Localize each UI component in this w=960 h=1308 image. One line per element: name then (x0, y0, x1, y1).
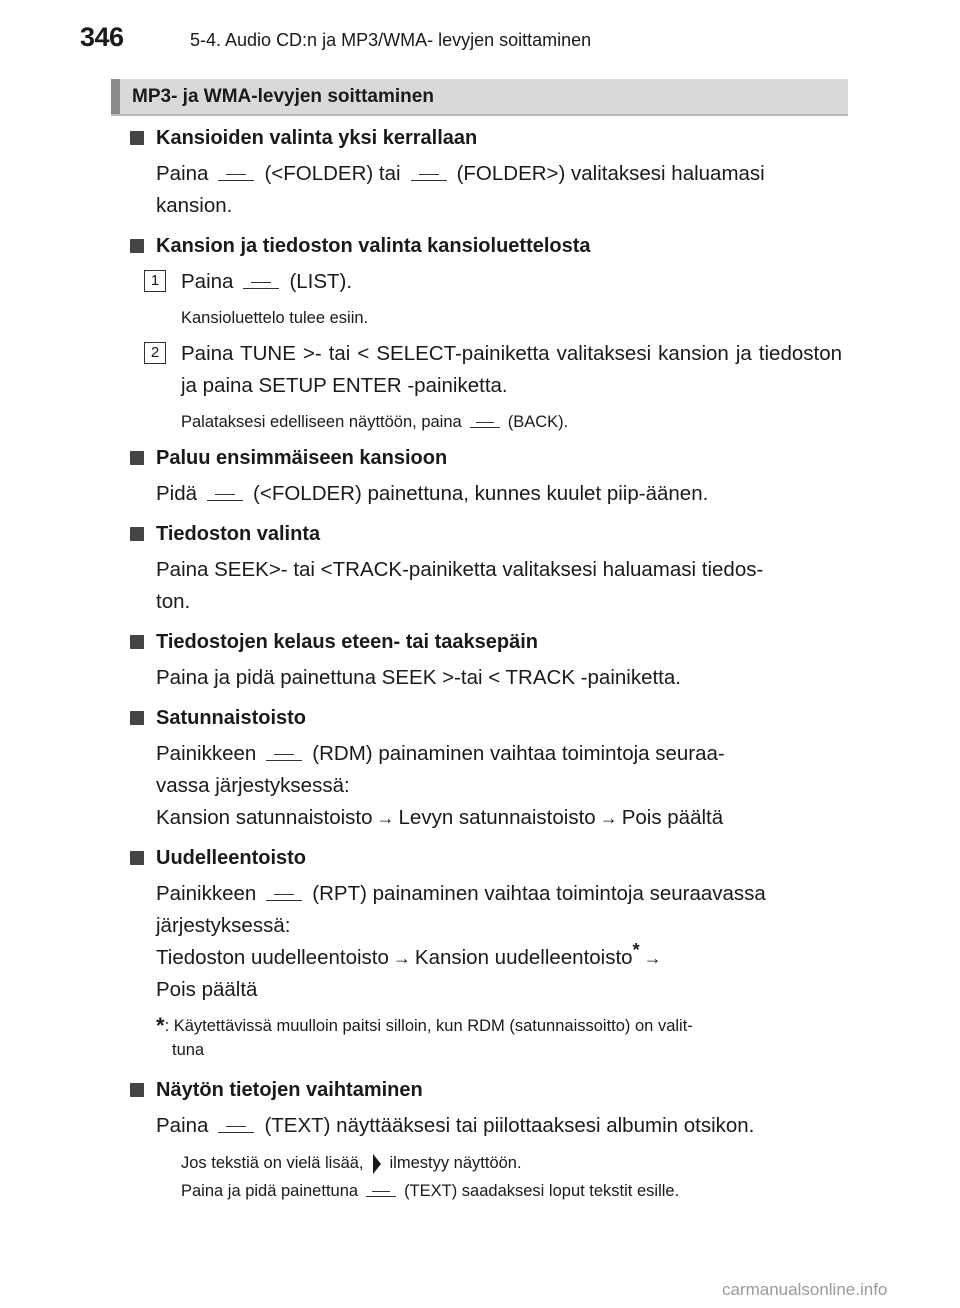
arrow-right-icon: → (392, 948, 411, 968)
folder-back-button-icon (207, 488, 243, 501)
note-text: Paina ja pidä painettuna (181, 1182, 359, 1200)
text-button-icon (366, 1186, 396, 1197)
body-text: Painikkeen (156, 742, 257, 765)
step-text: Paina TUNE >- tai < SELECT-painiketta valitaksesi kansion ja tiedoston ja paina SETUP ENTER -painiketta. (181, 342, 842, 397)
step-note: Kansioluettelo tulee esiin. (181, 309, 369, 327)
body-text: (FOLDER>) valitaksesi haluamasi (456, 162, 765, 185)
topic-heading: Tiedostojen kelaus eteen- tai taaksepäin (156, 630, 538, 653)
body-text: Painikkeen (156, 882, 257, 905)
footnote-text: : Käytettävissä muulloin paitsi silloin, kun RDM (satunnaissoitto) on valit- (164, 1017, 693, 1035)
square-bullet-icon (130, 851, 144, 865)
step-number: 1 (144, 270, 166, 292)
footnote-text: tuna (172, 1041, 205, 1059)
footnote-marker: * (632, 940, 640, 961)
step-text: Paina (181, 270, 234, 293)
body-text: Paina (156, 1114, 209, 1137)
list-button-icon (243, 276, 279, 289)
step-2 (144, 338, 842, 402)
sequence-item: Pois päältä (621, 806, 724, 829)
sequence-item: Kansion uudelleentoisto (414, 946, 633, 969)
back-button-icon (470, 417, 500, 428)
topic-display (128, 1076, 842, 1204)
topic-file-select (128, 520, 842, 618)
topic-heading: Näytön tietojen vaihtaminen (156, 1078, 423, 1101)
body-text: Paina ja pidä painettuna SEEK >-tai < TRACK -painiketta. (156, 666, 681, 689)
step-note: Palataksesi edelliseen näyttöön, paina (181, 413, 462, 431)
more-text-arrow-icon (372, 1153, 382, 1175)
topic-random (128, 704, 842, 834)
rdm-button-icon (266, 748, 302, 761)
folder-back-button-icon (218, 168, 254, 181)
page-number: 346 (80, 22, 124, 52)
body-text: Pidä (156, 482, 198, 505)
topic-heading: Kansion ja tiedoston valinta kansioluettelosta (156, 234, 591, 257)
step-note: (BACK). (507, 413, 569, 431)
topic-repeat (128, 844, 842, 1062)
square-bullet-icon (130, 239, 144, 253)
step-text: (LIST). (289, 270, 353, 293)
section-title: MP3- ja WMA-levyjen soittaminen (132, 86, 434, 107)
body-text: (RDM) painaminen vaihtaa toimintoja seuraa- (312, 742, 725, 765)
main-content (128, 118, 842, 1204)
body-text: ton. (156, 590, 191, 613)
sequence-line (156, 942, 842, 974)
body-text: (TEXT) näyttääksesi tai piilottaaksesi albumin otsikon. (264, 1114, 755, 1137)
body-text: (<FOLDER) tai (264, 162, 401, 185)
running-header: 5-4. Audio CD:n ja MP3/WMA- levyjen soittaminen (190, 30, 592, 50)
square-bullet-icon (130, 635, 144, 649)
topic-folder-list (128, 232, 842, 434)
sequence-item: Tiedoston uudelleentoisto (156, 946, 389, 969)
rpt-button-icon (266, 888, 302, 901)
note-text: ilmestyy näyttöön. (389, 1154, 522, 1172)
body-text: järjestyksessä: (156, 914, 291, 937)
note (181, 1150, 842, 1176)
note (181, 1178, 842, 1204)
topic-heading: Kansioiden valinta yksi kerrallaan (156, 126, 478, 149)
sequence-item: Levyn satunnaistoisto (398, 806, 596, 829)
footnote-marker: * (156, 1013, 165, 1038)
section-band-accent (111, 79, 120, 114)
section-title-band (111, 79, 848, 116)
arrow-right-icon: → (643, 948, 662, 968)
topic-heading: Uudelleentoisto (156, 846, 307, 869)
body-text: Paina (156, 162, 209, 185)
topic-heading: Satunnaistoisto (156, 706, 307, 729)
topic-heading: Tiedoston valinta (156, 522, 321, 545)
step-number: 2 (144, 342, 166, 364)
step-1 (144, 266, 842, 298)
body-text: vassa järjestyksessä: (156, 774, 350, 797)
body-text: Paina SEEK>- tai <TRACK-painiketta valitaksesi haluamasi tiedos- (156, 558, 764, 581)
arrow-right-icon: → (599, 808, 618, 828)
body-text: (<FOLDER) painettuna, kunnes kuulet piip-äänen. (253, 482, 709, 505)
body-text: kansion. (156, 194, 233, 217)
arrow-right-icon: → (376, 808, 395, 828)
body-text: (RPT) painaminen vaihtaa toimintoja seuraavassa (312, 882, 766, 905)
note-text: (TEXT) saadaksesi loput tekstit esille. (404, 1182, 680, 1200)
footnote (156, 1014, 842, 1062)
sequence-line (156, 802, 842, 834)
folder-forward-button-icon (411, 168, 447, 181)
square-bullet-icon (130, 1083, 144, 1097)
sequence-item: Kansion satunnaistoisto (156, 806, 373, 829)
square-bullet-icon (130, 711, 144, 725)
text-button-icon (218, 1120, 254, 1133)
square-bullet-icon (130, 527, 144, 541)
square-bullet-icon (130, 451, 144, 465)
topic-fast-forward (128, 628, 842, 694)
topic-folder-select (128, 124, 842, 222)
topic-heading: Paluu ensimmäiseen kansioon (156, 446, 448, 469)
watermark: carmanualsonline.info (722, 1280, 888, 1299)
topic-first-folder (128, 444, 842, 510)
note-text: Jos tekstiä on vielä lisää, (181, 1154, 364, 1172)
square-bullet-icon (130, 131, 144, 145)
sequence-item: Pois päältä (156, 978, 258, 1001)
